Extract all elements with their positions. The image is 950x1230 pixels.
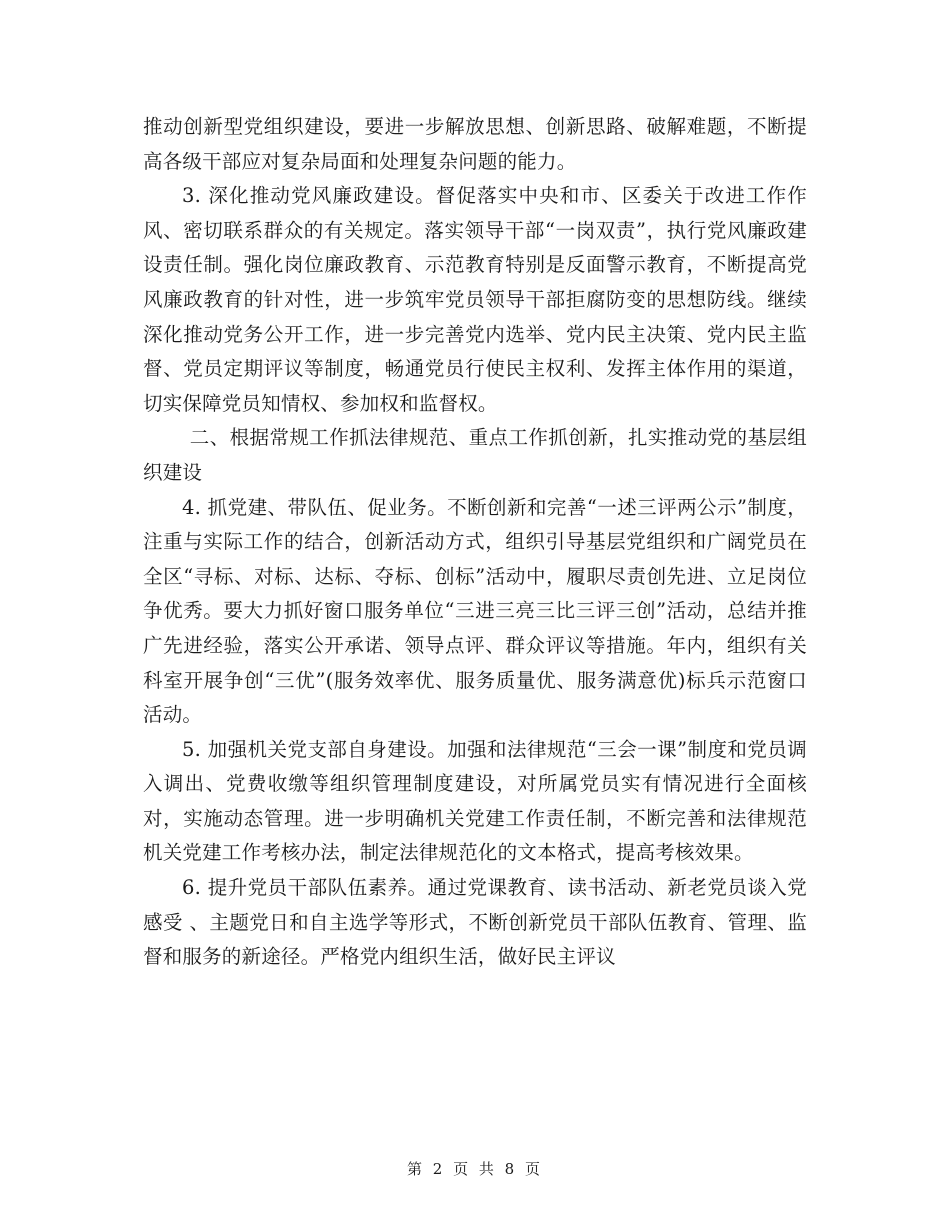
page-number-footer: 第 2 页 共 8 页	[407, 1160, 543, 1178]
paragraph-item-4: 4. 抓党建、带队伍、促业务。不断创新和完善“一述三评两公示”制度，注重与实际工作的结合，创新活动方式，组织引导基层党组织和广阔党员在全区“寻标、对标、达标、夺标、创标”活动中，履职尽责创先进、立足岗位争优秀。要大力抓好窗口服务单位“三进三亮三比三评三创”活动，总结并推广先进经验，落实公开承诺、领导点评、群众评议等措施。年内，组织有关科室开展争创“三优”(服务效率优、服务质量优、服务满意优)标兵示范窗口活动。	[143, 495, 807, 727]
paragraph-item-6: 6. 提升党员干部队伍素养。通过党课教育、读书活动、新老党员谈入党感受 、主题党日和自主选学等形式，不断创新党员干部队伍教育、管理、监督和服务的新途径。严格党内组织生活，做好民主评议	[143, 876, 807, 969]
paragraph-continuation: 推动创新型党组织建设，要进一步解放思想、创新思路、破解难题，不断提高各级干部应对复杂局面和处理复杂问题的能力。	[143, 115, 807, 173]
section-heading-2: 二、根据常规工作抓法律规范、重点工作抓创新，扎实推动党的基层组织建设	[143, 426, 807, 484]
document-body	[143, 110, 807, 975]
paragraph-item-3: 3. 深化推动党风廉政建设。督促落实中央和市、区委关于改进工作作风、密切联系群众的有关规定。落实领导干部“一岗双责”，执行党风廉政建设责任制。强化岗位廉政教育、示范教育特别是反面警示教育，不断提高党风廉政教育的针对性，进一步筑牢党员领导干部拒腐防变的思想防线。继续深化推动党务公开工作，进一步完善党内选举、党内民主决策、党内民主监督、党员定期评议等制度，畅通党员行使民主权利、发挥主体作用的渠道，切实保障党员知情权、参加权和监督权。	[143, 184, 807, 415]
paragraph-item-5: 5. 加强机关党支部自身建设。加强和法律规范“三会一课”制度和党员调入调出、党费收缴等组织管理制度建设，对所属党员实有情况进行全面核对，实施动态管理。进一步明确机关党建工作责任制，不断完善和法律规范机关党建工作考核办法，制定法律规范化的文本格式，提高考核效果。	[143, 737, 807, 865]
